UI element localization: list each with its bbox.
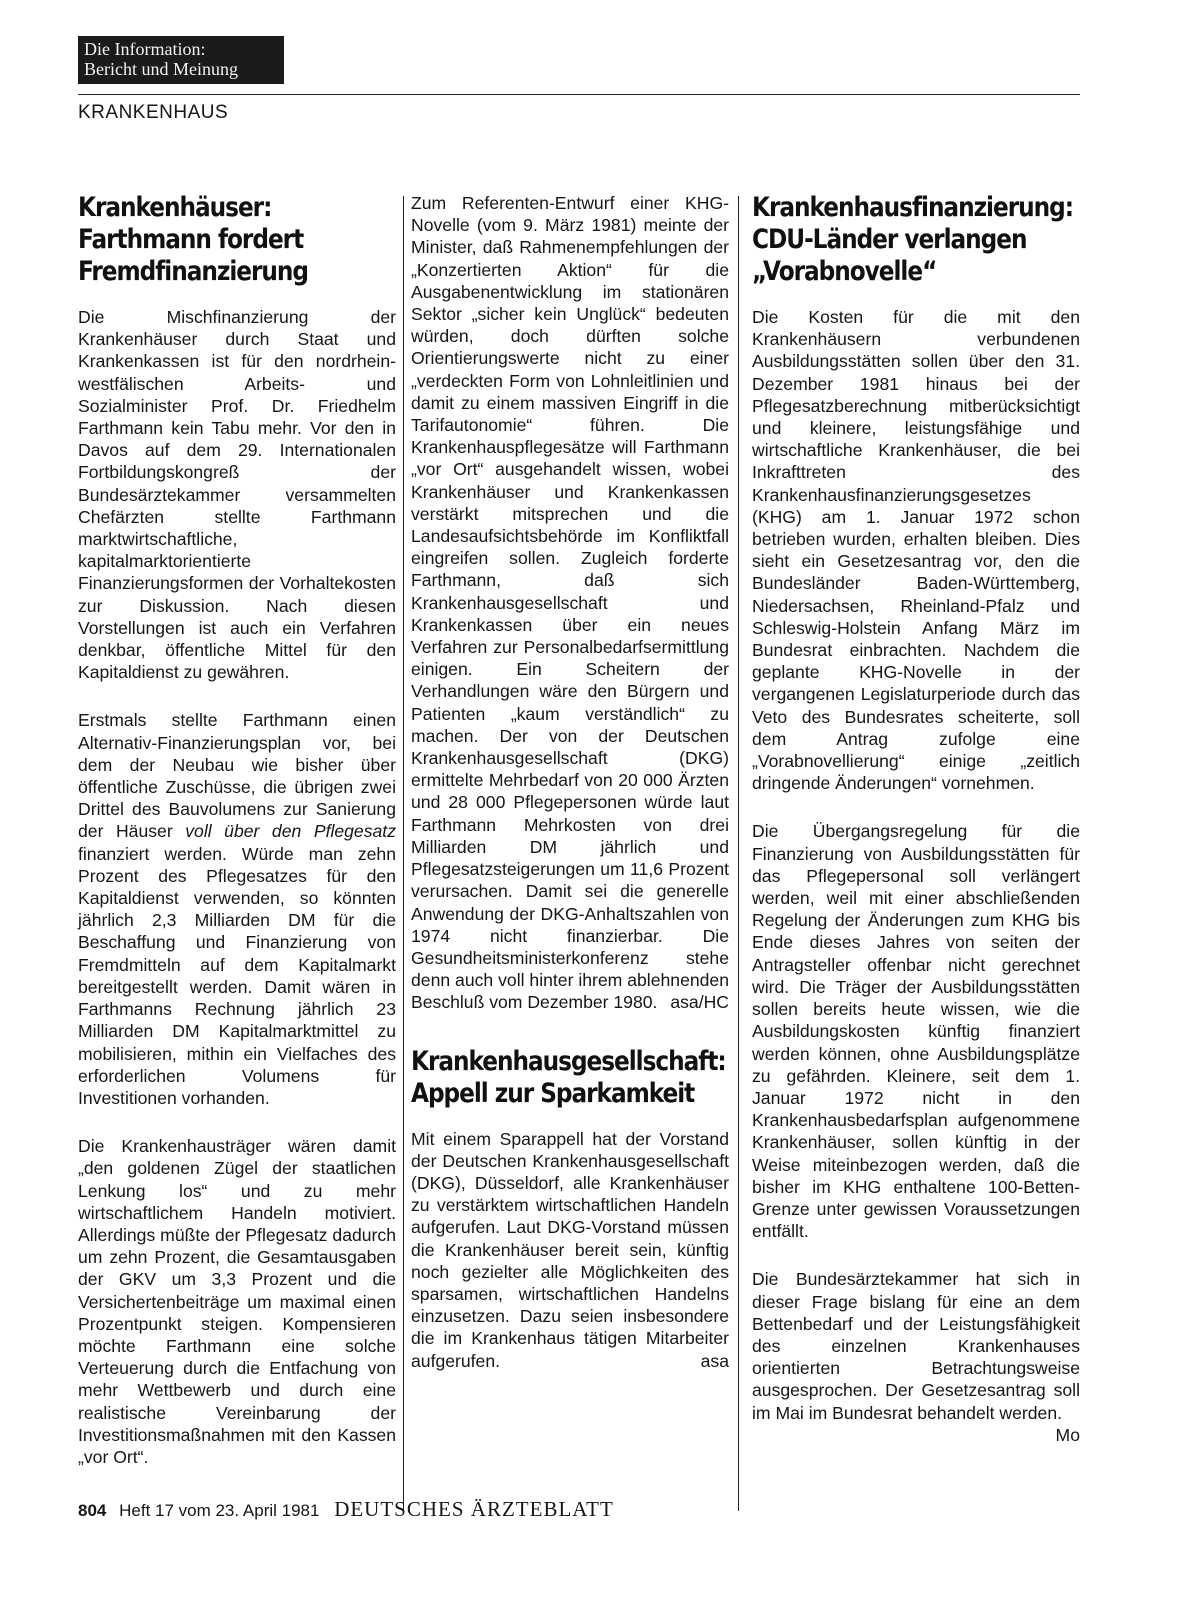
article2-p1-text: Mit einem Sparappell hat der Vorstand der Deutschen Krankenhausgesellschaft (DKG), Düsseldorf, alle Krankenhäuser zu verstärktem wirtschaftlichen Handeln aufgerufen. Laut DKG-Vorstand müssen die Krankenhäuser bereit sein, künftig noch gezielter alle Möglichkeiten des sparsamen, wirtschaftlichen Handelns einzusetzen. Dazu seien insbesondere die im Krankenhaus tätigen Mitarbeiter aufgerufen. [411,1128,729,1371]
article2-signature: asa [700,1350,729,1371]
column-1 [78,192,396,1494]
column-2 [411,192,729,1398]
rubric-line-1: Die Information: [84,39,206,59]
page-number: 804 [78,1501,107,1520]
article1-p2-text-b: finanziert werden. Würde man zehn Prozent des Pflegesatzes für den Kapitaldienst verwenden, so könnten jährlich 2,3 Milliarden DM für die Beschaffung und Finanzierung von Fremdmitteln auf dem Kapitalmarkt bereitgestellt werden. Damit wären in Farthmanns Rechnung jährlich 23 Milliarden DM Kapitalmarktmittel zu mobilisieren, mithin ein Vielfaches des erforderlichen Volumens für Investitionen vorhanden. [78,843,396,1108]
article1-title: Krankenhäuser: Farthmann fordert Fremdfinanzierung [78,192,308,287]
issue-info: Heft 17 vom 23. April 1981 [119,1501,320,1520]
article1-paragraph-2 [78,709,396,1109]
article1-p2-italic: voll über den Pflegesatz [185,821,396,842]
article3-signature: Mo [1055,1424,1080,1445]
page-footer [78,1497,614,1522]
header-rule [78,94,1080,95]
article3-paragraph-3 [752,1268,1080,1445]
article1-p4-text: Zum Referenten-Entwurf einer KHG-Novelle (vom 9. März 1981) meinte der Minister, daß Rahmenempfehlungen der „Konzertierten Aktion“ für die Ausgabenentwicklung im stationären Sektor „sicher kein Unglück“ bedeuten würden, doch dürften solche Orientierungswerte nicht zu einer „verdeckten Form von Lohnleitlinien und damit zu einem massiven Eingriff in die Tarifautonomie“ führen. Die Krankenhauspflegesätze will Farthmann „vor Ort“ ausgehandelt wissen, wobei Krankenhäuser und Krankenkassen verstärkt mitsprechen und die Landesaufsichtsbehörde im Konfliktfall eingreifen sollen. Zugleich forderte Farthmann, daß sich Krankenhausgesellschaft und Krankenkassen über ein neues Verfahren zur Personalbedarfsermittlung einigen. Ein Scheitern der Verhandlungen wäre den Bürgern und Patienten „kaum verständlich“ zu machen. Der von der Deutschen Krankenhausgesellschaft (DKG) ermittelte Mehrbedarf von 20 000 Ärzten und 28 000 Pflegepersonen würde laut Farthmann Mehrkosten von drei Milliarden DM jährlich und Pflegesatzsteigerungen um 11,6 Prozent verursachen. Damit sei die generelle Anwendung der DKG-Anhaltszahlen von 1974 nicht finanzierbar. Die Gesundheitsministerkonferenz stehe denn auch voll hinter ihrem ablehnenden Beschluß vom Dezember 1980. [411,193,729,1013]
article3-p3-text: Die Bundesärztekammer hat sich in dieser Frage bislang für eine an dem Bettenbedarf und der Leistungsfähigkeit des einzelnen Krankenhauses orientierten Betrachtungsweise ausgesprochen. Der Gesetzesantrag soll im Mai im Bundesrat behandelt werden. [752,1269,1080,1423]
article1-paragraph-4 [411,192,729,1014]
article1-paragraph-1: Die Mischfinanzierung der Krankenhäuser durch Staat und Krankenkassen ist für den nordrhein-westfälischen Arbeits- und Sozialminister Prof. Dr. Friedhelm Farthmann kein Tabu mehr. Vor den in Davos auf dem 29. Internationalen Fortbildungskongreß der Bundesärztekammer versammelten Chefärzten stellte Farthmann marktwirtschaftliche, kapitalmarktorientierte Finanzierungsformen der Vorhaltekosten zur Diskussion. Nach diesen Vorstellungen ist auch ein Verfahren denkbar, öffentliche Mittel für den Kapitaldienst zu gewähren. [78,307,396,683]
rubric-line-2: Bericht und Meinung [84,59,238,79]
journal-name: DEUTSCHES ÄRZTEBLATT [334,1497,614,1521]
article3-title: Krankenhausfinanzierung: CDU-Länder verlangen „Vorabnovelle“ [752,192,1073,287]
article3-paragraph-1: Die Kosten für die mit den Krankenhäusern verbundenen Ausbildungsstätten sollen über den 31. Dezember 1981 hinaus bei der Pflegesatzberechnung mitberücksichtigt und kleinere, leistungsfähige und wirtschaftliche Krankenhäuser, die bei Inkrafttreten des Krankenhausfinanzierungsgesetzes (KHG) am 1. Januar 1972 schon betrieben wurden, erhalten bleiben. Dies sieht ein Gesetzesantrag vor, den die Bundesländer Baden-Württemberg, Niedersachsen, Rheinland-Pfalz und Schleswig-Holstein Anfang März im Bundesrat einbrachten. Nachdem die geplante KHG-Novelle in der vergangenen Legislaturperiode durch das Veto des Bundesrates scheiterte, soll dem Antrag zufolge eine „Vorabnovellierung“ einige „zeitlich dringende Änderungen“ vornehmen. [752,307,1080,794]
article2-paragraph-1 [411,1128,729,1372]
article1-p2-text-a: Erstmals stellte Farthmann einen Alternativ-Finanzierungsplan vor, bei dem der Neubau wie bisher über öffentliche Zuschüsse, die übrigen zwei Drittel des Bauvolumens zur Sanierung der Häuser [78,710,396,842]
rubric-box [78,36,284,84]
article1-paragraph-3: Die Krankenhausträger wären damit „den goldenen Zügel der staatlichen Lenkung los“ und zu mehr wirtschaftlichem Handeln motiviert. Allerdings müßte der Pflegesatz dadurch um zehn Prozent, die Gesamtausgaben der GKV um 3,3 Prozent und die Versichertenbeiträge um maximal einen Prozentpunkt steigen. Kompensieren möchte Farthmann eine solche Verteuerung durch die Entfachung von mehr Wettbewerb und durch eine realistische Vereinbarung der Investitionsmaßnahmen mit den Kassen „vor Ort“. [78,1136,396,1467]
column-3 [752,192,1080,1450]
article3-paragraph-2: Die Übergangsregelung für die Finanzierung von Ausbildungsstätten für das Pflegepersonal soll verlängert werden, weil mit einer abschließenden Regelung der Änderungen zum KHG bis Ende dieses Jahres von seiten der Antragsteller offenbar nicht gerechnet wird. Die Träger der Ausbildungsstätten sollen bereits heute wissen, wie die Ausbildungskosten künftig finanziert werden können, ohne Ausbildungsplätze zu gefährden. Kleinere, seit dem 1. Januar 1972 nicht in den Krankenhausbedarfsplan aufgenommene Krankenhäuser, sollen künftig in der Weise miteinbezogen werden, daß die bisher im KHG enthaltene 100-Betten-Grenze unter gewissen Voraussetzungen entfällt. [752,821,1080,1242]
section-label: KRANKENHAUS [78,102,229,123]
column-divider-1 [403,196,404,1511]
column-divider-2 [738,196,739,1511]
article2-title: Krankenhausgesellschaft: Appell zur Sparkamkeit [411,1045,726,1109]
article1-signature: asa/HC [670,992,729,1013]
